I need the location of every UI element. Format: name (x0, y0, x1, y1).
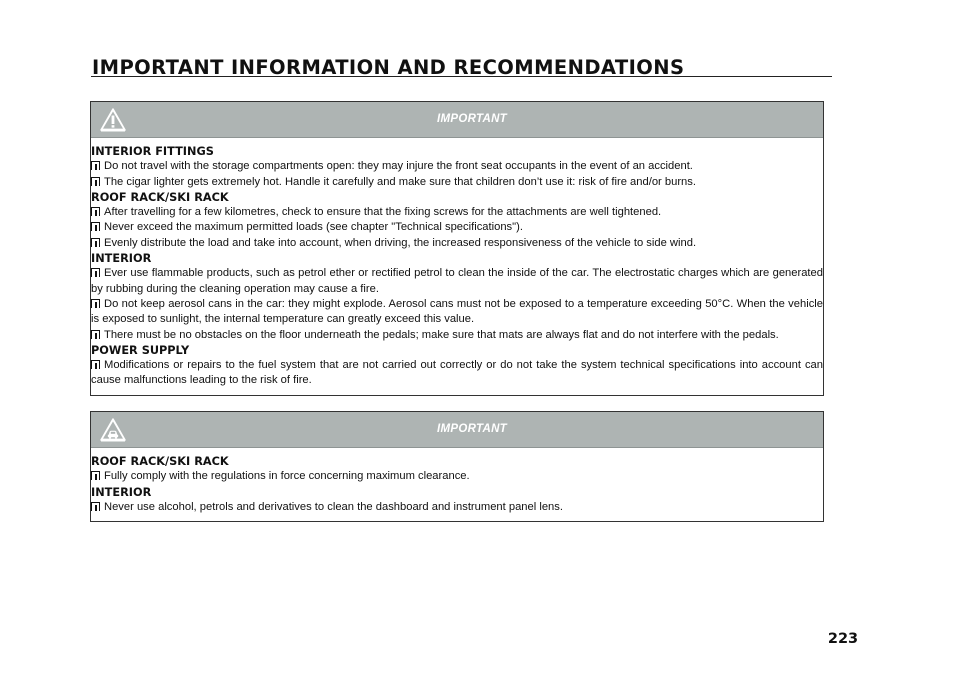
important-box-general (90, 101, 824, 396)
bullet-icon (91, 161, 100, 170)
section-title-interior: INTERIOR (91, 485, 152, 499)
list-item: Evenly distribute the load and take into account, when driving, the increased responsiveness of the vehicle to side wind. (91, 236, 823, 251)
list-item: After travelling for a few kilometres, check to ensure that the fixing screws for the attachments are well tightened. (91, 205, 823, 220)
section-title-roof-rack: ROOF RACK/SKI RACK (91, 190, 229, 204)
box-header-label: IMPORTANT (437, 113, 507, 125)
section-title-interior-fittings: INTERIOR FITTINGS (91, 145, 214, 158)
box-body (91, 448, 823, 521)
list-item: There must be no obstacles on the floor underneath the pedals; make sure that mats are always flat and do not interfere with the pedals. (91, 328, 823, 343)
bullet-icon (91, 502, 100, 511)
bullet-icon (91, 238, 100, 247)
box-body (91, 138, 823, 395)
list-item: Ever use flammable products, such as petrol ether or rectified petrol to clean the inside of the car. The electrostatic charges which are generated by rubbing during the cleaning operation may cause a fire. (91, 267, 823, 295)
list-item: Never exceed the maximum permitted loads (see chapter "Technical specifications"). (91, 220, 823, 235)
title-rule (91, 76, 832, 77)
page-number: 223 (827, 631, 859, 647)
bullet-icon (91, 360, 100, 369)
box-header-label: IMPORTANT (437, 423, 507, 435)
list-item: Never use alcohol, petrols and derivatives to clean the dashboard and instrument panel lens. (91, 500, 823, 515)
list-item: Fully comply with the regulations in force concerning maximum clearance. (91, 469, 823, 484)
bullet-icon (91, 207, 100, 216)
list-item: Do not travel with the storage compartments open: they may injure the front seat occupants in the event of an accident. (91, 159, 823, 174)
box-header (91, 412, 823, 448)
bullet-icon (91, 177, 100, 186)
bullet-icon (91, 471, 100, 480)
section-title-power-supply: POWER SUPPLY (91, 343, 190, 357)
section-title-roof-rack: ROOF RACK/SKI RACK (91, 455, 229, 468)
section-title-interior: INTERIOR (91, 252, 152, 266)
list-item: The cigar lighter gets extremely hot. Handle it carefully and make sure that children don’t use it: risk of fire and/or burns. (91, 175, 823, 190)
list-item: Do not keep aerosol cans in the car: they might explode. Aerosol cans must not be exposed to a temperature exceeding 50°C. When the vehicle is exposed to sunlight, the internal temperature can greatly exceed this value. (91, 297, 823, 326)
page-title: IMPORTANT INFORMATION AND RECOMMENDATIONS (92, 56, 685, 79)
bullet-icon (91, 299, 100, 308)
bullet-icon (91, 222, 100, 231)
list-item: Modifications or repairs to the fuel system that are not carried out correctly or do not take the system technical specifications into account can cause malfunctions leading to the risk of fire. (91, 359, 823, 387)
box-header (91, 102, 823, 138)
bullet-icon (91, 330, 100, 339)
important-box-vehicle (90, 411, 824, 522)
bullet-icon (91, 268, 100, 277)
